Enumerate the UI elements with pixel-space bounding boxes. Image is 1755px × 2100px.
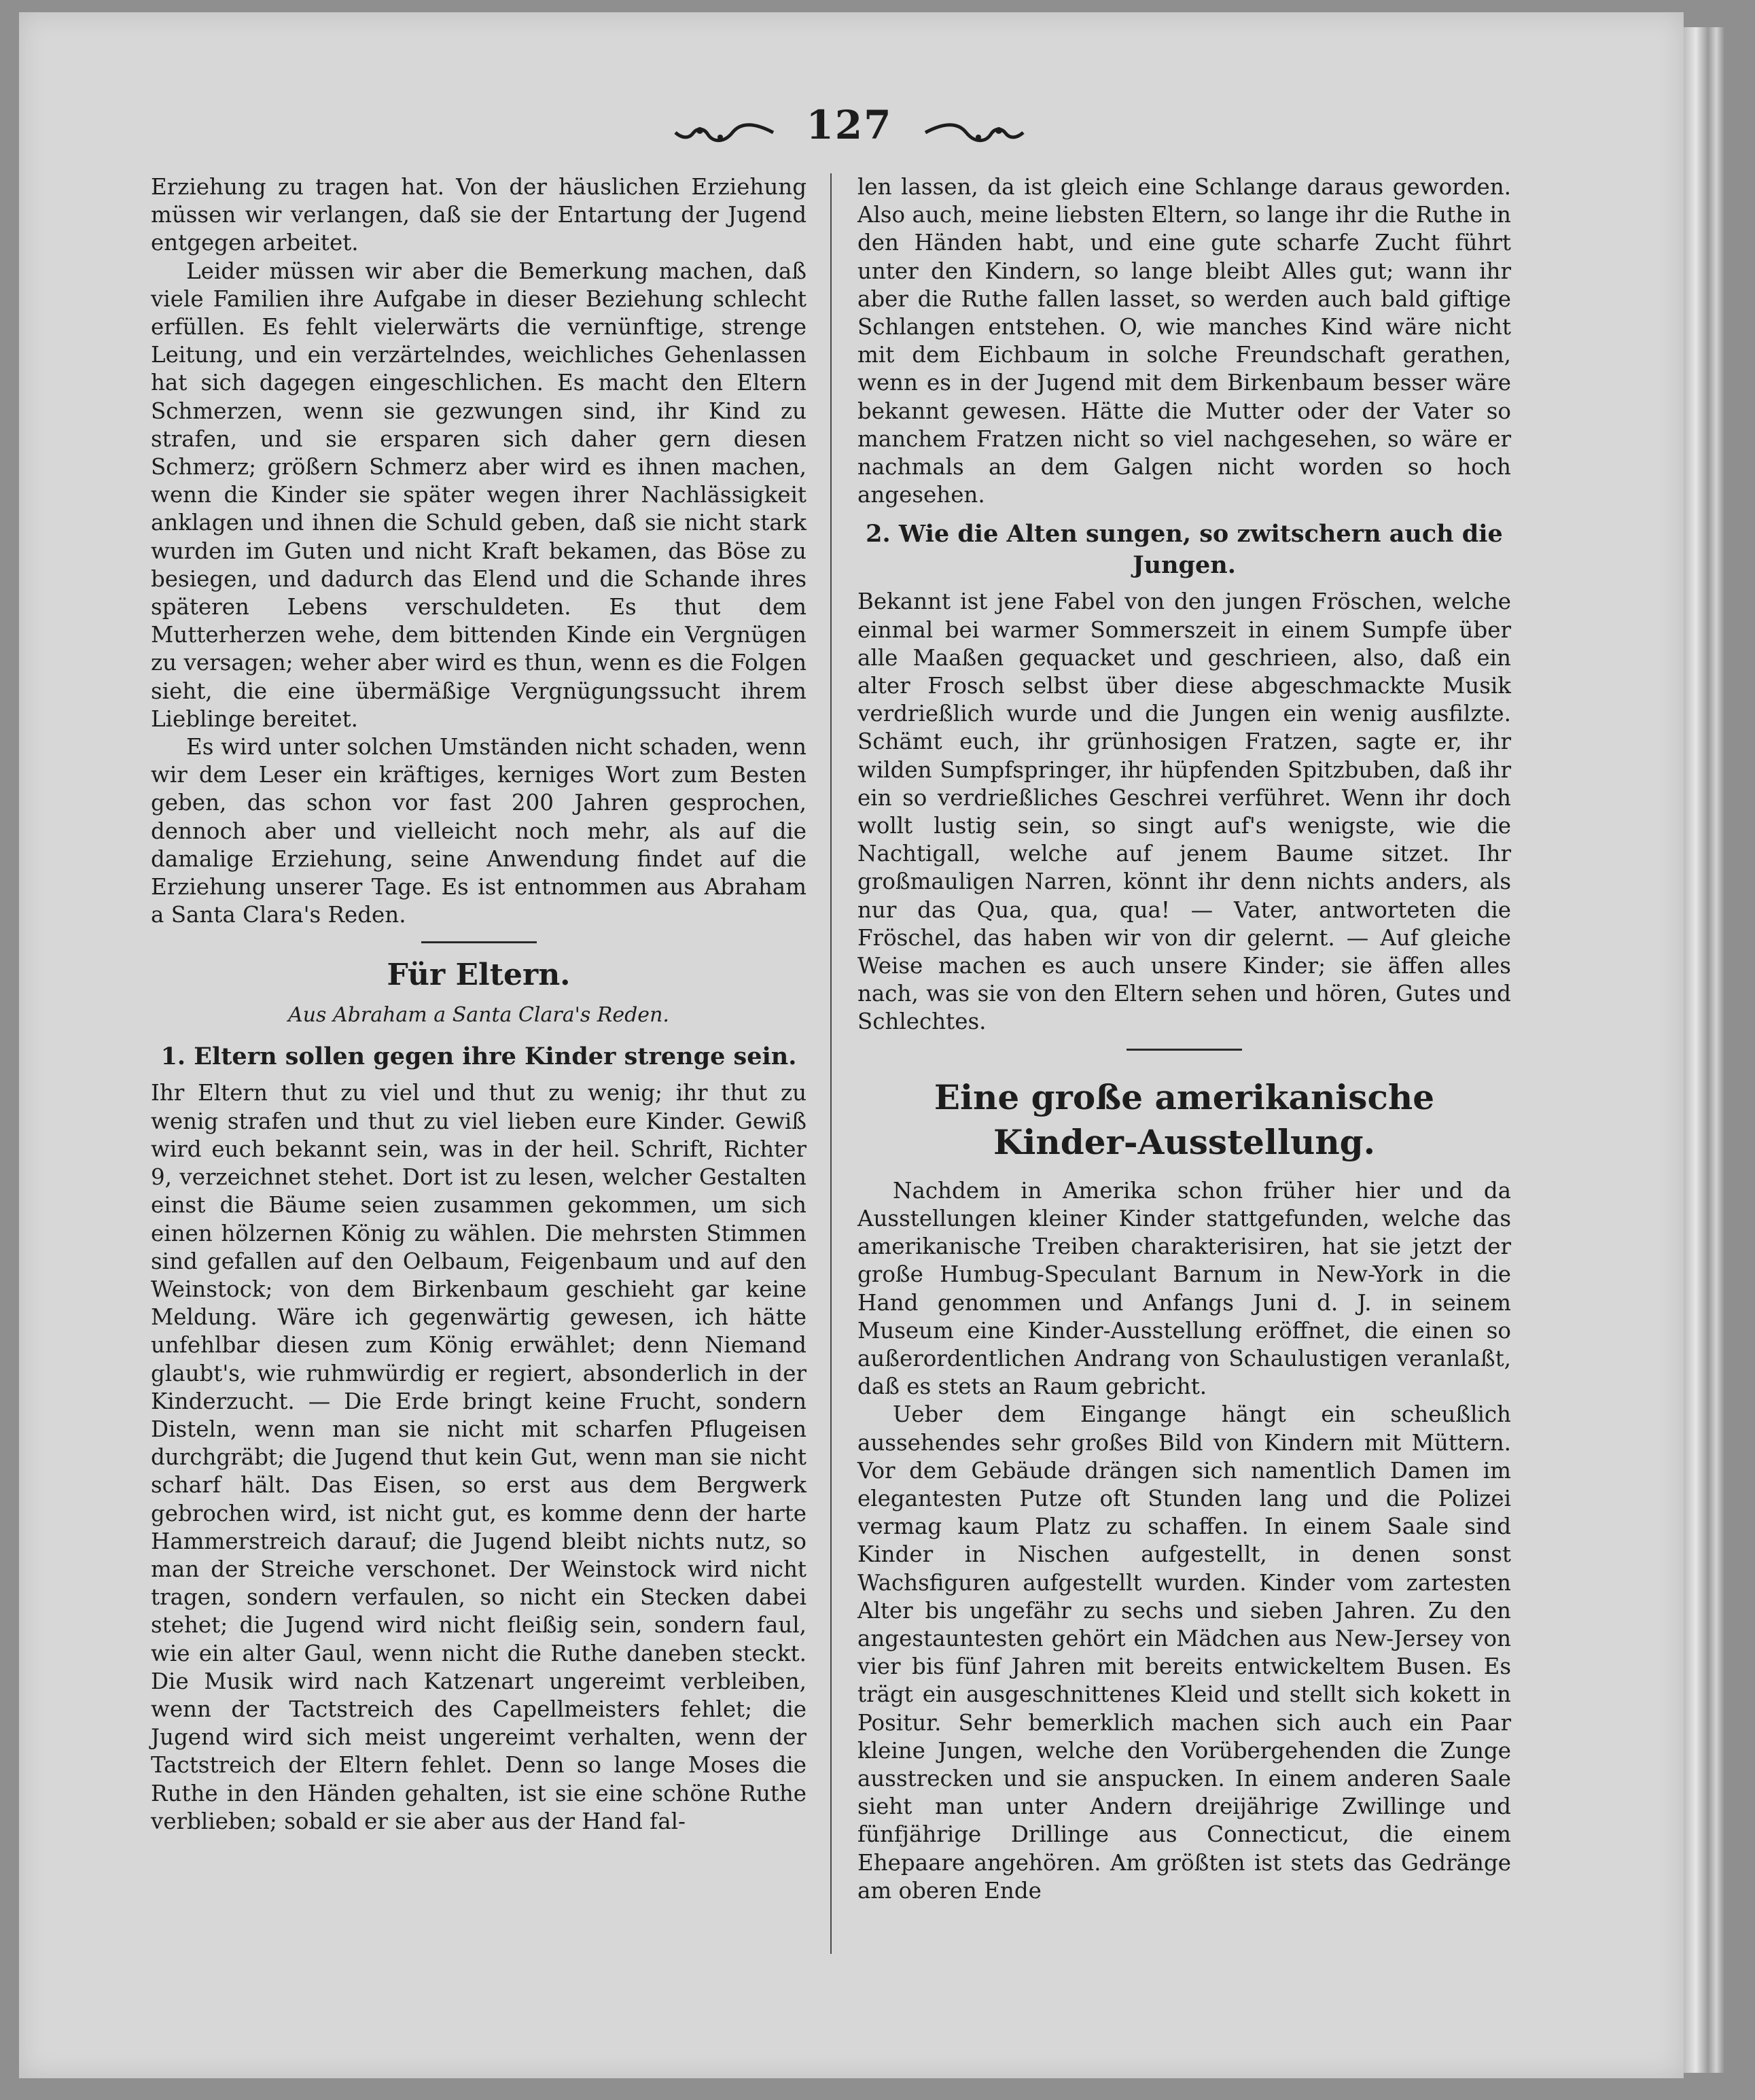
left-ornament-icon	[673, 121, 775, 144]
right-ornament-icon	[924, 121, 1026, 144]
article-heading: 2. Wie die Alten sungen, so zwitschern auch die Jungen.	[866, 520, 1503, 580]
paragraph: Erziehung zu tragen hat. Von der häuslichen Erziehung müssen wir verlangen, daß sie der Entartung der Jugend entgegen arbeitet.	[151, 174, 806, 256]
paragraph: len lassen, da ist gleich eine Schlange daraus geworden. Also auch, meine liebsten Eltern, so lange ihr die Ruthe in den Händen habt, und eine gute scharfe Zucht führt unter den Kindern, so lange bleibt Alles gut; wann ihr aber die Ruthe fallen lasset, so werden auch bald giftige Schlangen entstehen. O, wie manches Kind wäre nicht mit dem Eichbaum in solche Freundschaft gerathen, wenn es in der Jugend mit dem Birkenbaum besser wäre bekannt gewesen. Hätte die Mutter oder der Vater so manchem Fratzen nicht so viel nachgesehen, so wäre er nachmals an dem Galgen nicht worden so hoch angesehen.	[857, 174, 1511, 508]
right-column	[857, 173, 1511, 1905]
page-stack-edge	[1684, 27, 1724, 2073]
section-title: Für Eltern.	[387, 958, 571, 993]
column-divider	[830, 173, 832, 1954]
page-number: 127	[806, 102, 893, 148]
article-heading: 1. Eltern sollen gegen ihre Kinder strenge sein.	[160, 1043, 797, 1071]
left-column	[151, 173, 806, 1836]
page-header	[673, 102, 1026, 156]
article-title: Eine große amerikanische Kinder-Ausstellung.	[934, 1077, 1435, 1162]
paragraph: Bekannt ist jene Fabel von den jungen Fröschen, welche einmal bei warmer Sommerszeit in einem Sumpfe über alle Maaßen gequacket und geschrieen, also, daß ein alter Frosch selbst über diese abgeschmackte Musik verdrießlich wurde und die Jungen ein wenig ausfilzte. Schämt euch, ihr grünhosigen Fratzen, sagte er, ihr wilden Sumpfspringer, ihr hüpfenden Spitzbuben, daß ihr ein so verdrießliches Geschrei verführet. Wenn ihr doch wollt lustig sein, so singt auf's wenigste, wie die Nachtigall, welche auf jenem Baume sitzet. Ihr großmauligen Narren, könnt ihr denn nichts anders, als nur das Qua, qua, qua! — Vater, antworteten die Fröschel, das haben wir von dir gelernt. — Auf gleiche Weise machen es auch unsere Kinder; sie äffen alles nach, was sie von den Eltern sehen und hören, Gutes und Schlechtes.	[857, 589, 1511, 1035]
separator-rule	[1127, 1049, 1242, 1051]
paragraph: Ueber dem Eingange hängt ein scheußlich aussehendes sehr großes Bild von Kindern mit Müttern. Vor dem Gebäude drängen sich namentlich Damen im elegantesten Putze oft Stunden lang und die Polizei vermag kaum Platz zu schaffen. In einem Saale sind Kinder in Nischen aufgestellt, in denen sonst Wachsfiguren aufgestellt wurden. Kinder vom zartesten Alter bis ungefähr zu sechs und sieben Jahren. Zu den angestauntesten gehört ein Mädchen aus New-Jersey von vier bis fünf Jahren mit bereits entwickeltem Busen. Es trägt ein ausgeschnittenes Kleid und stellt sich kokett in Positur. Sehr bemerklich machen sich auch ein Paar kleine Jungen, welche den Vorübergehenden die Zunge ausstrecken und sie anspucken. In einem anderen Saale sieht man unter Andern dreijährige Zwillinge und fünfjährige Drillinge aus Connecticut, die einem Ehepaare angehören. Am größten ist stets das Gedränge am oberen Ende	[857, 1401, 1511, 1904]
section-subtitle: Aus Abraham a Santa Clara's Reden.	[288, 1003, 669, 1028]
paragraph: Leider müssen wir aber die Bemerkung machen, daß viele Familien ihre Aufgabe in dieser Beziehung schlecht erfüllen. Es fehlt vielerwärts die vernünftige, strenge Leitung, und ein verzärtelndes, weichliches Gehenlassen hat sich dagegen eingeschlichen. Es macht den Eltern Schmerzen, wenn sie gezwungen sind, ihr Kind zu strafen, und sie ersparen sich daher gern diesen Schmerz; größern Schmerz aber wird es ihnen machen, wenn die Kinder sie später wegen ihrer Nachlässigkeit anklagen und ihnen die Schuld geben, daß sie nicht stark wurden im Guten und nicht Kraft bekamen, das Böse zu besiegen, und dadurch das Elend und die Schande ihres späteren Lebens verschuldeten. Es thut dem Mutterherzen wehe, dem bittenden Kinde ein Vergnügen zu versagen; weher aber wird es thun, wenn es die Folgen sieht, die eine übermäßige Vergnügungssucht ihrem Lieblinge bereitet.	[151, 258, 806, 732]
paragraph: Nachdem in Amerika schon früher hier und da Ausstellungen kleiner Kinder stattgefunden, welche das amerikanische Treiben charakterisiren, hat sie jetzt der große Humbug-Speculant Barnum in New-York in die Hand genommen und Anfangs Juni d. J. in seinem Museum eine Kinder-Ausstellung eröffnet, die einen so außerordentlichen Andrang von Schaulustigen veranlaßt, daß es stets an Raum gebricht.	[857, 1177, 1511, 1400]
separator-rule	[421, 941, 537, 943]
paragraph: Es wird unter solchen Umständen nicht schaden, wenn wir dem Leser ein kräftiges, kerniges Wort zum Besten geben, das schon vor fast 200 Jahren gesprochen, dennoch aber und vielleicht noch mehr, als auf die damalige Erziehung, seine Anwendung findet auf die Erziehung unserer Tage. Es ist entnommen aus Abraham a Santa Clara's Reden.	[151, 734, 806, 928]
paragraph: Ihr Eltern thut zu viel und thut zu wenig; ihr thut zu wenig strafen und thut zu viel lieben eure Kinder. Gewiß wird euch bekannt sein, was in der heil. Schrift, Richter 9, verzeichnet stehet. Dort ist zu lesen, welcher Gestalten einst die Bäume seien zusammen gekommen, um sich einen hölzernen König zu wählen. Die mehrsten Stimmen sind gefallen auf den Oelbaum, Feigenbaum und auf den Weinstock; von dem Birkenbaum geschieht gar keine Meldung. Wäre ich gegenwärtig gewesen, ich hätte unfehlbar diesen zum König erwählet; denn Niemand glaubt's, wie ruhmwürdig er regiert, absonderlich in der Kinderzucht. — Die Erde bringt keine Frucht, sondern Disteln, wenn man sie nicht mit scharfen Pflugeisen durchgräbt; die Jugend thut kein Gut, wenn man sie nicht scharf hält. Das Eisen, so erst aus dem Bergwerk gebrochen wird, ist nicht gut, es komme denn der harte Hammerstreich darauf; die Jugend bleibt nichts nutz, so man der Streiche verschonet. Der Weinstock wird nicht tragen, sondern verfaulen, so nicht ein Stecken dabei stehet; die Jugend wird nicht fleißig sein, sondern faul, wie ein alter Gaul, wenn nicht die Ruthe daneben steckt. Die Musik wird nach Katzenart ungereimt verbleiben, wenn der Tactstreich des Capellmeisters fehlet; die Jugend wird sich meist ungereimt verhalten, wenn der Tactstreich der Eltern fehlet. Denn so lange Moses die Ruthe in den Händen gehalten, ist sie eine schöne Ruthe verblieben; sobald er sie aber aus der Hand fal-	[151, 1080, 806, 1834]
